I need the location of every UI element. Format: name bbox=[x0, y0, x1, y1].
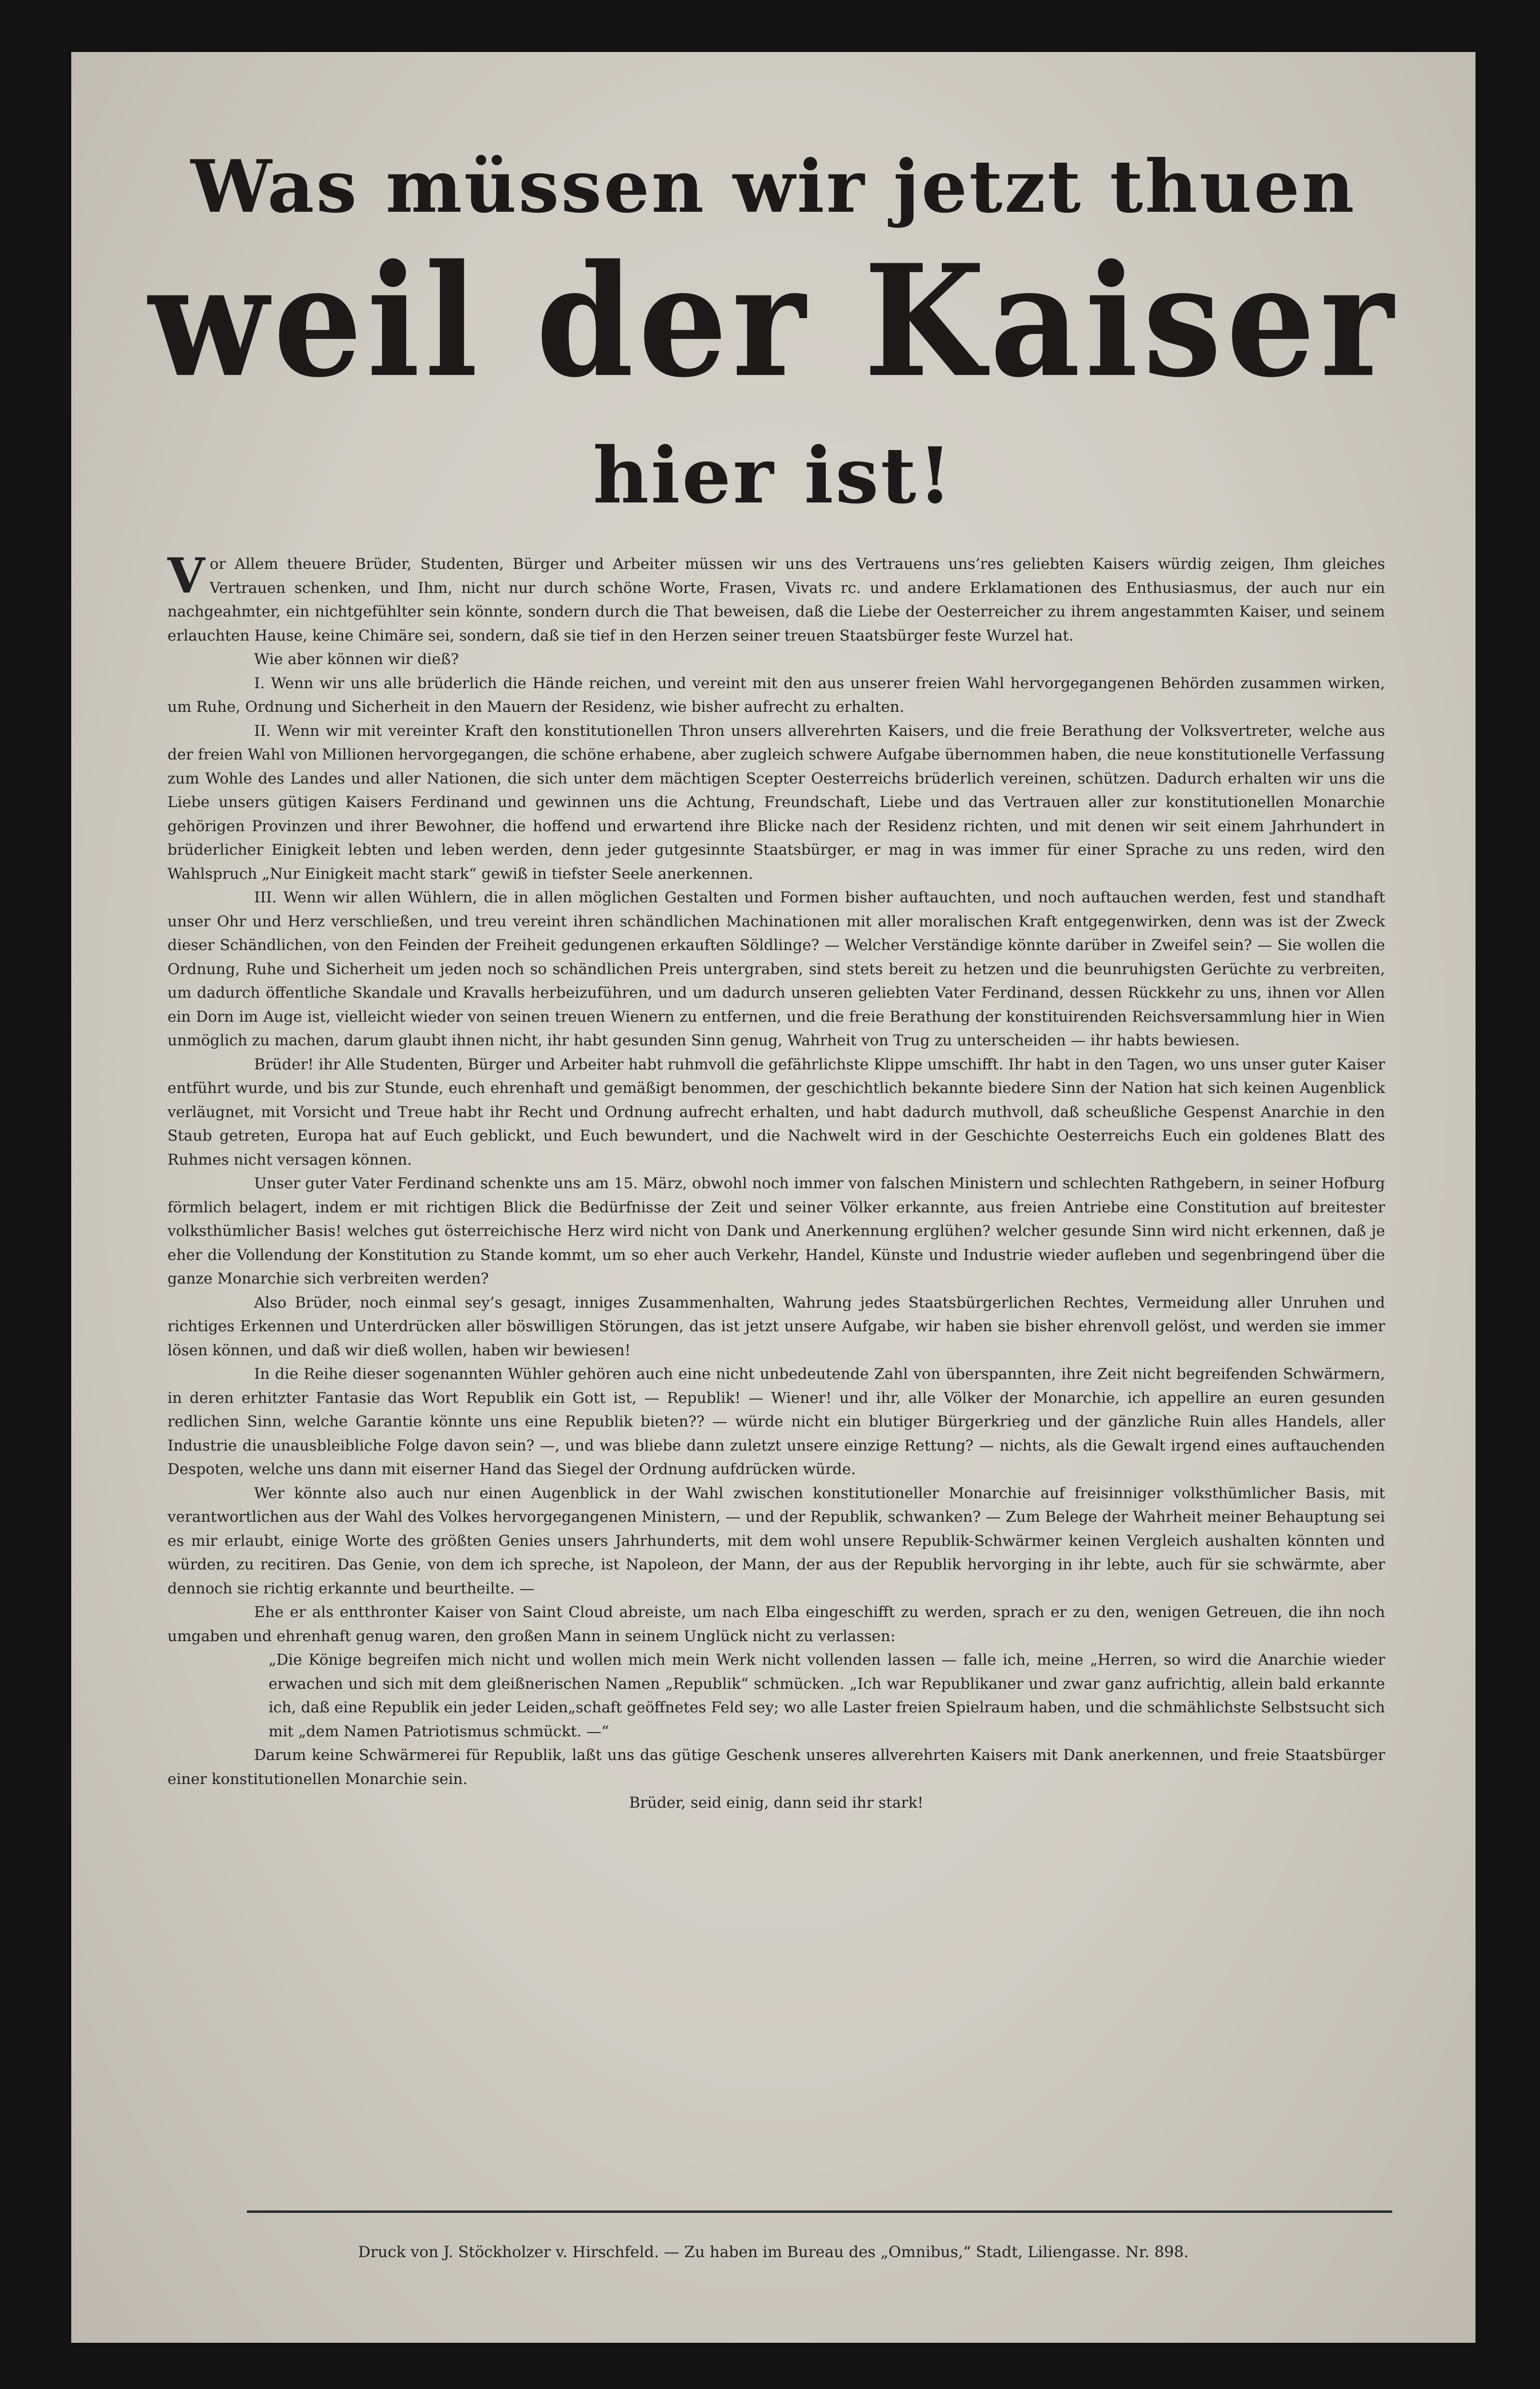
paragraph-wuehler: In die Reihe dieser sogenannten Wühler gehören auch eine nicht unbedeutende Zahl von überspannten, ihre Zeit nicht begreifenden Schwärmern, in deren erhitzter Fantasie das Wort Republik ein Gott ist, — Republik! — Wiener! und ihr, alle Völker der Monarchie, ich appellire an euren gesunden redlichen Sinn, welche Garantie könnte uns eine Republik bieten?? — würde nicht ein blutiger Bürgerkrieg und der gänzliche Ruin alles Handels, aller Industrie die unausbleibliche Folge davon sein? —, und was bliebe dann zuletzt unsere einzige Rettung? — nichts, als die Gewalt irgend eines auftauchenden Despoten, welche uns dann mit eiserner Hand das Siegel der Ordnung aufdrücken würde. bbox=[167, 1365, 1385, 1478]
paragraph-question: Wie aber können wir dieß? bbox=[254, 651, 459, 668]
paragraph-point-1: I. Wenn wir uns alle brüderlich die Hände reichen, und vereint mit den aus unserer freien Wahl hervorgegangenen Behörden zusammen wirken, um Ruhe, Ordnung und Sicherheit in den Mauern der Residenz, wie bisher aufrecht zu erhalten. bbox=[167, 674, 1385, 716]
paragraph-closing-slogan: Brüder, seid einig, dann seid ihr stark! bbox=[629, 1794, 924, 1811]
paragraph-brothers: Brüder! ihr Alle Studenten, Bürger und Arbeiter habt ruhmvoll die gefährlichste Klippe umschifft. Ihr habt in den Tagen, wo uns unser guter Kaiser entführt wurde, und bis zur Stunde, euch ehrenhaft und gemäßigt benommen, der geschichtlich bekannte biedere Sinn der Nation hat sich keinen Augenblick verläugnet, mit Vorsicht und Treue habt ihr Recht und Ordnung aufrecht erhalten, und habt dadurch muthvoll, daß scheußliche Gespenst Anarchie in den Staub getreten, Europa hat auf Euch geblickt, und Euch bewundert, und die Nachwelt wird in der Geschichte Oesterreichs Euch ein goldenes Blatt des Ruhmes nicht versagen können. bbox=[167, 1055, 1385, 1169]
paragraph-also-brueder: Also Brüder, noch einmal sey’s gesagt, inniges Zusammenhalten, Wahrung jedes Staatsbürgerlichen Rechtes, Vermeidung aller Unruhen und richtiges Erkennen und Unterdrücken aller böswilligen Störungen, das ist jetzt unsere Aufgabe, wir haben sie bisher ehrenvoll gelöst, und werden sie immer lösen können, und daß wir dieß wollen, haben wir bewiesen! bbox=[167, 1294, 1385, 1359]
paragraph-point-2: II. Wenn wir mit vereinter Kraft den konstitutionellen Thron unsers allverehrten Kaisers, und die freie Berathung der Volksvertreter, welche aus der freien Wahl von Millionen hervorgegangen, die schöne erhabene, aber zugleich schwere Aufgabe übernommen haben, die neue konstitutionelle Verfassung zum Wohle des Landes und aller Nationen, die sich unter dem mächtigen Scepter Oesterreichs brüderlich vereinen, schützen. Dadurch erhalten wir uns die Liebe unsers gütigen Kaisers Ferdinand und gewinnen uns die Achtung, Freundschaft, Liebe und das Vertrauen aller zur konstitutionellen Monarchie gehörigen Provinzen und ihrer Bewohner, die hoffend und erwartend ihre Blicke nach der Residenz richten, und mit denen wir seit einem Jahrhundert in brüderlicher Einigkeit lebten und leben werden, denn jeder gutgesinnte Staatsbürger, er mag in was immer für einer Sprache zu uns reden, wird den Wahlspruch „Nur Einigkeit macht stark“ gewiß in tiefster Seele anerkennen. bbox=[167, 722, 1385, 883]
printer-imprint: Druck von J. Stöckholzer v. Hirschfeld. — Zu haben im Bureau des „Omnibus,“ Stadt, Liliengasse. Nr. 898. bbox=[358, 2243, 1189, 2261]
poster-sheet bbox=[71, 52, 1476, 2343]
title-line-2: weil der Kaiser bbox=[148, 231, 1399, 411]
paragraph-conclusion: Darum keine Schwärmerei für Republik, laßt uns das gütige Geschenk unseres allverehrten Kaisers mit Dank anerkennen, und freie Staatsbürger einer konstitutionellen Monarchie sein. bbox=[167, 1747, 1385, 1788]
paragraph-napoleon: Ehe er als entthronter Kaiser von Saint Cloud abreiste, um nach Elba eingeschifft zu werden, sprach er zu den, wenigen Getreuen, die ihn noch umgaben und ehrenhaft genug waren, den großen Mann in seinem Unglück nicht zu verlassen: bbox=[167, 1604, 1385, 1645]
paragraph-quote: „Die Könige begreifen mich nicht und wollen mich mein Werk nicht vollenden lassen — falle ich, meine „Herren, so wird die Anarchie wieder erwachen und sich mit dem gleißnerischen Namen „Republik“ schmücken. „Ich war Republikaner und zwar ganz aufrichtig, allein bald erkannte ich, daß eine Republik ein jeder Leiden„schaft geöffnetes Feld sey; wo alle Laster freien Spielraum haben, und die schmählichste Selbstsucht sich mit „dem Namen Patriotismus schmückt. —“ bbox=[269, 1651, 1385, 1740]
paragraph-wahl: Wer könnte also auch nur einen Augenblick in der Wahl zwischen konstitutioneller Monarchie auf freisinniger volksthümlicher Basis, mit verantwortlichen aus der Wahl des Volkes hervorgegangenen Ministern, — und der Republik, schwanken? — Zum Belege der Wahrheit meiner Behauptung sei es mir erlaubt, einige Worte des größten Genies unsers Jahrhunderts, mit dem wohl unsere Republik-Schwärmer keinen Vergleich aushalten könnten und würden, zu recitiren. Das Genie, von dem ich spreche, ist Napoleon, der Mann, der aus der Republik hervorging in ihr lebte, auch für sie schwärmte, aber dennoch sie richtig erkannte und beurtheilte. — bbox=[167, 1484, 1385, 1597]
paragraph-ferdinand: Unser guter Vater Ferdinand schenkte uns am 15. März, obwohl noch immer von falschen Ministern und schlechten Rathgebern, in seiner Hofburg förmlich belagert, indem er mit richtigen Blick die Bedürfnisse der Zeit und seiner Völker erkannte, aus freien Antriebe eine Constitution auf breitester volksthümlicher Basis! welches gut österreichische Herz wird nicht von Dank und Anerkennung erglühen? welcher gesunde Sinn wird nicht erkennen, daß je eher die Vollendung der Konstitution zu Stande kommt, um so eher auch Verkehr, Handel, Künste und Industrie wieder aufleben und segenbringend über die ganze Monarchie sich verbreiten werden? bbox=[167, 1175, 1385, 1287]
divider-rule bbox=[247, 2210, 1392, 2213]
paragraph-intro: Vor Allem theuere Brüder, Studenten, Bürger und Arbeiter müssen wir uns des Vertrauens uns’res geliebten Kaisers würdig zeigen, Ihm gleiches Vertrauen schenken, und Ihm, nicht nur durch schöne Worte, Frasen, Vivats rc. und andere Erklamationen des Enthusiasmus, der auch nur ein nachgeahmter, ein nichtgefühlter sein könnte, sondern durch die That beweisen, daß die Liebe der Oesterreicher zu ihrem angestammten Kaiser, und seinem erlauchten Hause, keine Chimäre sei, sondern, daß sie tief in den Herzen seiner treuen Staatsbürger feste Wurzel hat. bbox=[167, 547, 1385, 644]
title-line-1: Was müssen wir jetzt thuen bbox=[191, 144, 1356, 229]
poster-body-text bbox=[167, 547, 1385, 1815]
paragraph-point-3: III. Wenn wir allen Wühlern, die in allen möglichen Gestalten und Formen bisher auftauchten, und noch auftauchen werden, fest und standhaft unser Ohr und Herz verschließen, und treu vereint ihren schändlichen Machinationen mit aller moralischen Kraft entgegenwirken, denn was ist der Zweck dieser Schändlichen, von den Feinden der Freiheit gedungenen erkauften Söldlinge? — Welcher Verständige könnte darüber in Zweifel sein? — Sie wollen die Ordnung, Ruhe und Sicherheit um jeden noch so schändlichen Preis untergraben, sind stets bereit zu hetzen und die beunruhigsten Gerüchte zu verbreiten, um dadurch öffentliche Skandale und Kravalls herbeizuführen, und um dadurch unseren geliebten Vater Ferdinand, dessen Rückkehr zu uns, ihnen vor Allen ein Dorn im Auge ist, vielleicht wieder von seinen treuen Wienern zu entfernen, und die freie Berathung der konstituirenden Reichsversammlung hier in Wien unmöglich zu machen, darum glaubt ihnen nicht, ihr habt gesunden Sinn genug, Wahrheit von Trug zu unterscheiden — ihr habts bewiesen. bbox=[167, 889, 1385, 1049]
title-line-3: hier ist! bbox=[593, 430, 954, 521]
